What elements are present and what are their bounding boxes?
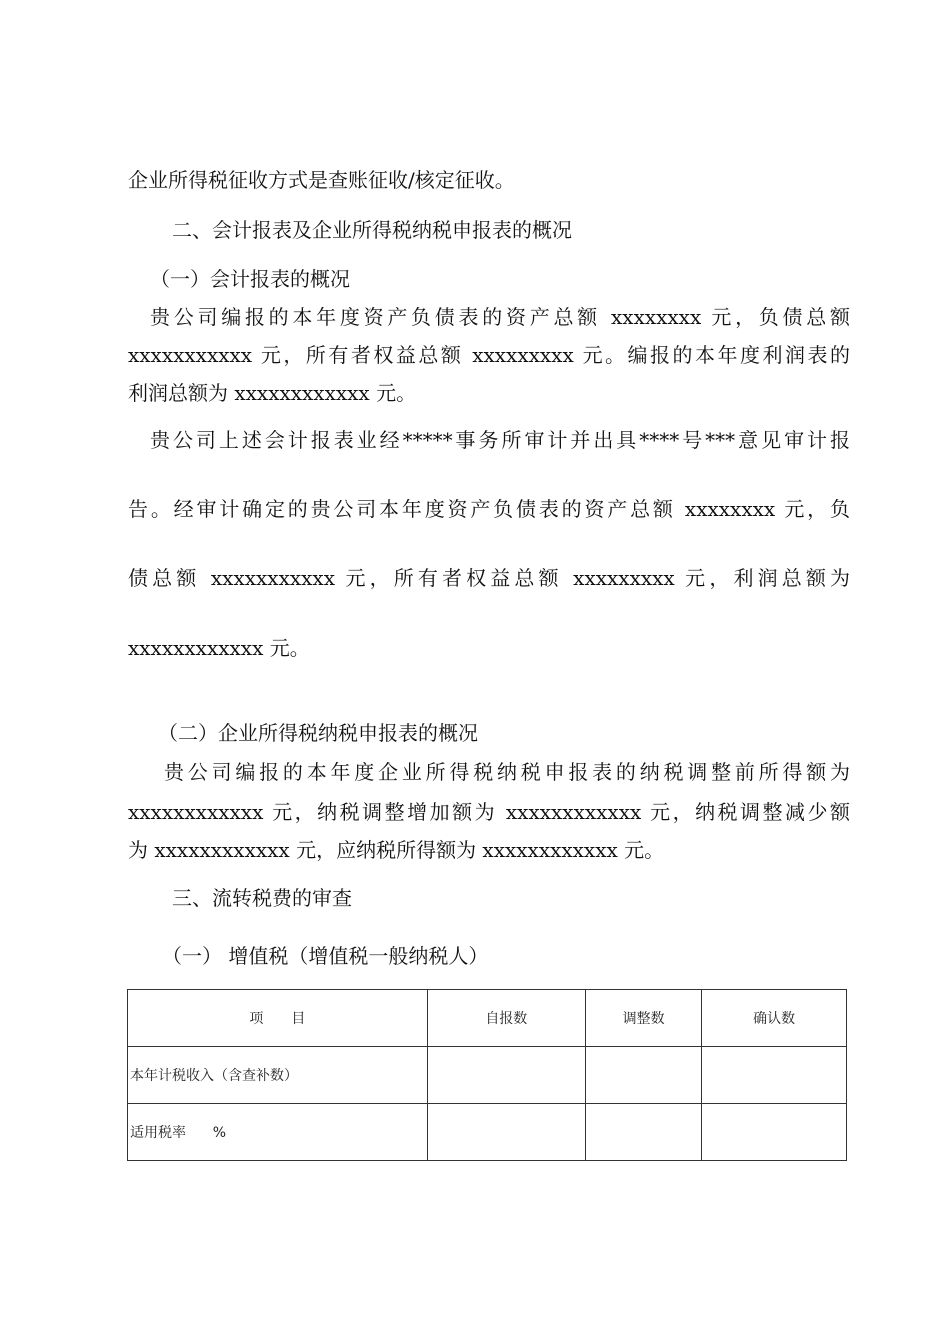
cell-adjustment <box>585 1104 701 1161</box>
cell-self-reported <box>427 1047 585 1104</box>
vat-table <box>127 989 847 1161</box>
table-row <box>128 1104 847 1161</box>
header-self-reported: 自报数 <box>427 990 585 1047</box>
table-header-row <box>128 990 847 1047</box>
paragraph-tax-return-3: 为 xxxxxxxxxxxx 元，应纳税所得额为 xxxxxxxxxxxx 元。 <box>128 838 665 862</box>
cell-adjustment <box>585 1047 701 1104</box>
subheading-accounting-reports: （一）会计报表的概况 <box>150 267 350 291</box>
table-row <box>128 1047 847 1104</box>
cell-confirmed <box>702 1047 847 1104</box>
header-confirmed: 确认数 <box>702 990 847 1047</box>
paragraph-audit-2: 告。经审计确定的贵公司本年度资产负债表的资产总额 xxxxxxxx 元，负 <box>128 497 850 521</box>
subheading-vat: （一） 增值税（增值税一般纳税人） <box>162 944 489 968</box>
paragraph-tax-method: 企业所得税征收方式是查账征收/核定征收。 <box>128 168 515 192</box>
paragraph-audit-1: 贵公司上述会计报表业经*****事务所审计并出具****号***意见审计报 <box>150 428 850 452</box>
paragraph-balance-sheet-3: 利润总额为 xxxxxxxxxxxx 元。 <box>128 381 417 405</box>
paragraph-tax-return-2: xxxxxxxxxxxx 元，纳税调整增加额为 xxxxxxxxxxxx 元，纳税调整减少额 <box>128 800 850 824</box>
heading-section-2: 二、会计报表及企业所得税纳税申报表的概况 <box>172 218 572 242</box>
cell-self-reported <box>427 1104 585 1161</box>
header-item: 项 目 <box>128 990 428 1047</box>
header-adjustment: 调整数 <box>585 990 701 1047</box>
subheading-tax-return: （二）企业所得税纳税申报表的概况 <box>158 721 478 745</box>
paragraph-audit-3: 债总额 xxxxxxxxxxx 元，所有者权益总额 xxxxxxxxx 元，利润总额为 <box>128 566 850 590</box>
row-label-taxable-income: 本年计税收入（含查补数） <box>128 1047 428 1104</box>
row-label-tax-rate: 适用税率 % <box>128 1104 428 1161</box>
paragraph-balance-sheet-1: 贵公司编报的本年度资产负债表的资产总额 xxxxxxxx 元，负债总额 <box>150 305 850 329</box>
paragraph-audit-4: xxxxxxxxxxxx 元。 <box>128 636 310 660</box>
paragraph-tax-return-1: 贵公司编报的本年度企业所得税纳税申报表的纳税调整前所得额为 <box>164 760 850 784</box>
paragraph-balance-sheet-2: xxxxxxxxxxx 元，所有者权益总额 xxxxxxxxx 元。编报的本年度利润表的 <box>128 343 850 367</box>
cell-confirmed <box>702 1104 847 1161</box>
heading-section-3: 三、流转税费的审查 <box>172 886 352 910</box>
